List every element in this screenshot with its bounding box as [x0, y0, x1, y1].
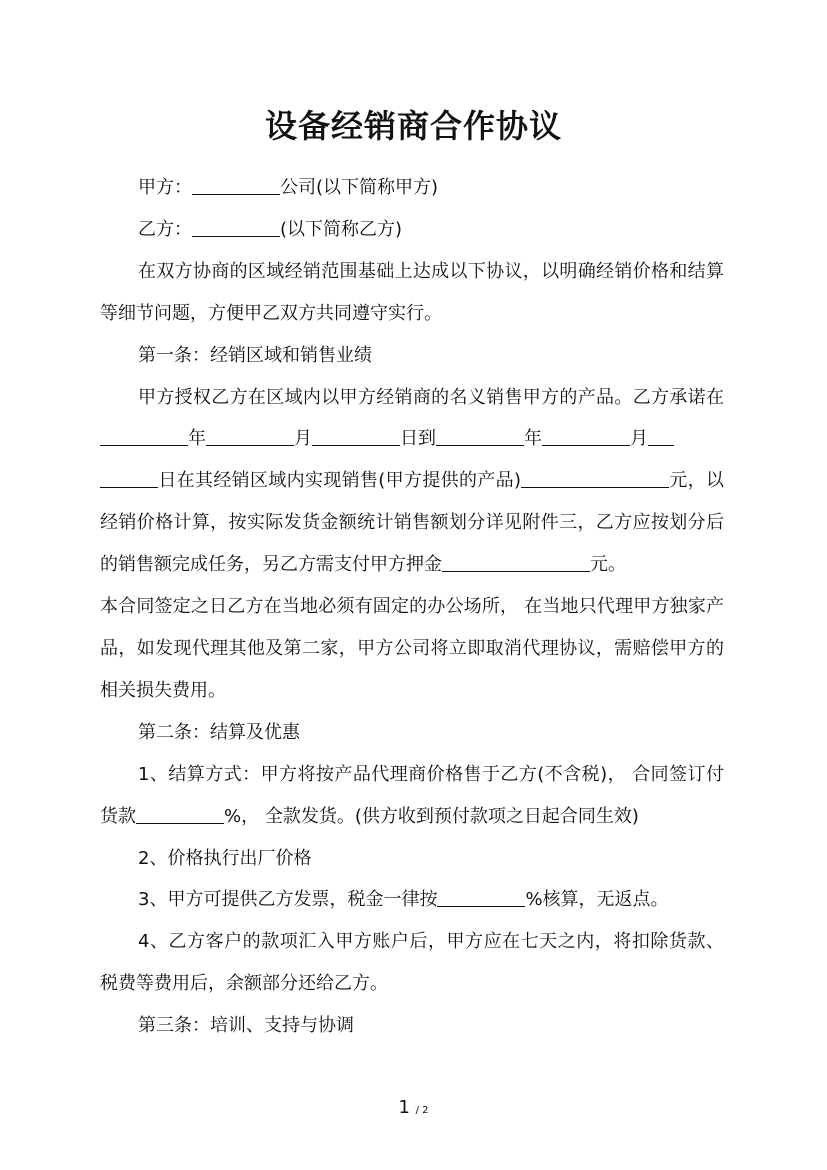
blank-field [192, 176, 280, 195]
blank-field [521, 469, 669, 488]
article-2-item-2: 2、价格执行出厂价格 [138, 847, 312, 869]
text-segment: 1、结算方式：甲方将按产品代理商价格售于乙方(不含税)， 合同签订付货款 [100, 763, 724, 827]
page-total: / 2 [415, 1105, 429, 1116]
text-segment: 年 [524, 428, 542, 450]
party-a-label: 甲方： [138, 177, 192, 198]
text-segment: 月 [294, 428, 312, 450]
text-segment: 甲方授权乙方在区域内以甲方经销商的名义销售甲方的产品。乙方承诺在 [138, 386, 724, 408]
text-segment: 以经销价格计算，按实际发货金额统计销售额划分详见附件三，乙方应按划分后的销售额完成任务，另乙方需支付甲方押金 [100, 470, 725, 576]
text-segment: 3、甲方可提供乙方发票，税金一律按 [138, 889, 438, 911]
page-current: 1 [398, 1097, 410, 1118]
article-1-paragraph-1 [100, 377, 724, 587]
party-b-label: 乙方： [138, 218, 192, 240]
blank-field [542, 427, 630, 446]
document-body [100, 167, 724, 1047]
article-2-item-4: 4、乙方客户的款项汇入甲方账户后，甲方应在七天之内，将扣除货款、税费等费用后，余额部分还给乙方。 [100, 931, 724, 995]
blank-field [648, 427, 674, 446]
intro-paragraph: 在双方协商的区域经销范围基础上达成以下协议，以明确经销价格和结算等细节问题，方便甲乙双方共同遵守实行。 [100, 260, 724, 324]
text-segment: 元， [669, 470, 707, 492]
blank-field [136, 805, 224, 824]
blank-field [192, 218, 280, 237]
party-b-line [100, 209, 724, 251]
article-1-paragraph-2: 本合同签定之日乙方在当地必须有固定的办公场所， 在当地只代理甲方独家产品，如发现代理其他及第二家，甲方公司将立即取消代理协议，需赔偿甲方的相关损失费用。 [100, 596, 724, 701]
text-segment: %核算，无返点。 [525, 889, 669, 911]
blank-field [100, 427, 188, 446]
party-a-suffix: 公司(以下简称甲方) [280, 177, 439, 198]
article-1-heading: 第一条：经销区域和销售业绩 [138, 344, 372, 366]
party-b-suffix: (以下简称乙方) [280, 218, 403, 240]
text-segment: 日到 [400, 428, 436, 450]
text-segment: 年 [188, 428, 206, 450]
text-segment: 元。 [590, 554, 626, 576]
text-segment: 月 [630, 428, 648, 450]
document-title: 设备经销商合作协议 [264, 107, 562, 145]
text-segment: 日在其经销区域内实现销售(甲方提供的产品) [158, 470, 522, 492]
blank-field [437, 888, 525, 907]
blank-field [442, 553, 590, 572]
article-2-item-1 [100, 754, 724, 838]
article-2-item-3 [100, 879, 724, 921]
text-segment: %， 全款发货。(供方收到预付款项之日起合同生效) [224, 805, 639, 827]
blank-field [100, 469, 158, 488]
page-number [0, 1096, 827, 1123]
blank-field [206, 427, 294, 446]
blank-field [436, 427, 524, 446]
article-3-heading: 第三条：培训、支持与协调 [138, 1015, 354, 1037]
article-2-heading: 第二条：结算及优惠 [138, 721, 300, 743]
blank-field [312, 427, 400, 446]
party-a-line [100, 167, 724, 209]
